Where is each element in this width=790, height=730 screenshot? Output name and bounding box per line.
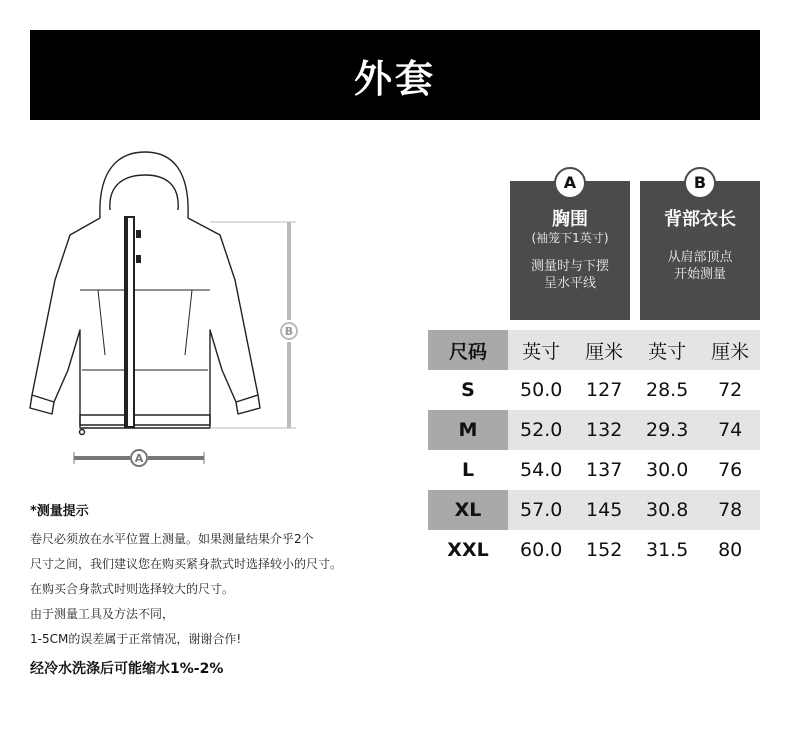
table-cell: 152 — [586, 539, 623, 561]
size-table — [428, 330, 760, 570]
size-cell: M — [428, 410, 508, 450]
table-cell: 31.5 — [646, 539, 689, 561]
measurement-tips — [30, 500, 410, 678]
table-row — [428, 450, 760, 490]
table-cell: 145 — [574, 490, 634, 530]
header-chest-inch: 英寸 — [508, 330, 574, 370]
page-title: 外套 — [353, 56, 436, 101]
size-cell: XL — [428, 490, 508, 530]
table-cell: 74 — [700, 410, 760, 450]
table-cell: 30.8 — [634, 490, 700, 530]
measure-card-chest — [510, 173, 630, 320]
card-subtitle-chest: (袖笼下1英寸) — [531, 231, 609, 245]
size-cell: L — [461, 459, 475, 481]
card-desc-chest: 测量时与下摆 呈水平线 — [530, 259, 609, 291]
card-desc-back-length: 从肩部顶点 开始测量 — [667, 250, 733, 282]
hood-opening — [110, 175, 178, 210]
table-header-row — [428, 330, 760, 370]
table-cell: 60.0 — [520, 539, 563, 561]
table-cell: 54.0 — [520, 459, 563, 481]
shrink-note: 经冷水洗涤后可能缩水1%-2% — [30, 661, 224, 677]
measure-card-back-length — [640, 173, 760, 320]
size-cell: S — [461, 379, 475, 401]
measure-a-label: A — [134, 452, 144, 465]
table-row — [428, 490, 760, 530]
jacket-body — [32, 218, 258, 425]
table-cell: 76 — [718, 459, 743, 481]
card-title-chest: 胸围 — [552, 209, 588, 230]
badge-b: B — [684, 167, 716, 199]
tips-line: 在购买合身款式时则选择较大的尺寸。 — [30, 582, 235, 596]
table-cell: 30.0 — [646, 459, 689, 481]
hem-band — [80, 415, 210, 428]
table-cell: 28.5 — [646, 379, 689, 401]
title-banner — [30, 30, 760, 120]
table-cell: 137 — [586, 459, 623, 481]
card-title-back-length: 背部衣长 — [664, 209, 736, 230]
header-chest-cm: 厘米 — [574, 330, 634, 370]
table-cell: 50.0 — [520, 379, 563, 401]
table-row — [428, 410, 760, 450]
table-cell: 57.0 — [508, 490, 574, 530]
table-cell: 127 — [586, 379, 623, 401]
header-length-inch: 英寸 — [634, 330, 700, 370]
table-cell: 29.3 — [634, 410, 700, 450]
table-cell: 78 — [700, 490, 760, 530]
tips-title: *测量提示 — [30, 504, 89, 519]
table-row — [428, 370, 760, 410]
table-cell: 52.0 — [508, 410, 574, 450]
table-cell: 80 — [718, 539, 743, 561]
tips-line: 卷尺必须放在水平位置上测量。如果测量结果介乎2个 — [30, 532, 314, 546]
badge-a: A — [554, 167, 586, 199]
header-length-cm: 厘米 — [700, 330, 760, 370]
measure-b-label: B — [284, 325, 294, 338]
size-cell: XXL — [447, 539, 489, 561]
table-row — [428, 530, 760, 570]
tips-line: 1-5CM的误差属于正常情况，谢谢合作! — [30, 632, 242, 646]
tips-line: 由于测量工具及方法不同， — [30, 607, 175, 621]
tips-line: 尺寸之间，我们建议您在购买紧身款式时选择较小的尺寸。 — [30, 557, 343, 571]
header-size: 尺码 — [428, 330, 508, 370]
jacket-diagram — [20, 140, 310, 480]
hood-outline — [100, 152, 188, 218]
table-cell: 72 — [718, 379, 743, 401]
table-cell: 132 — [574, 410, 634, 450]
